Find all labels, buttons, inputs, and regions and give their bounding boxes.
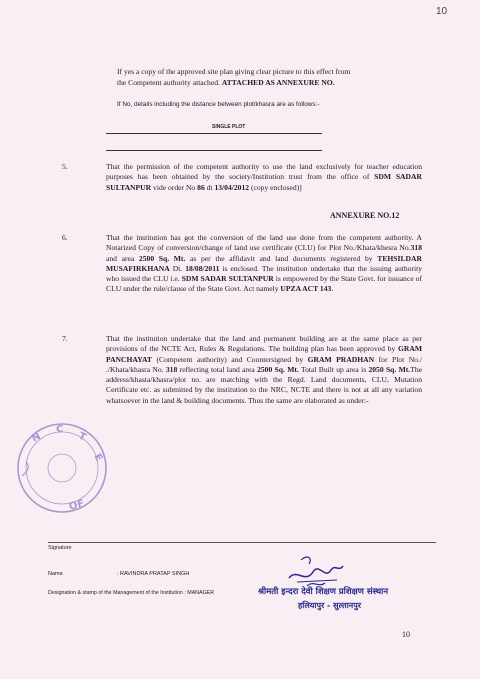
annexure-heading: ANNEXURE NO.12 [330,211,400,220]
institution-stamp-line-2: हलियापुर - सुल्तानपुर [298,601,362,610]
page-number: 10 [402,630,410,639]
svg-text:C: C [56,424,64,435]
svg-text:OF: OF [67,498,86,513]
handwritten-signature [283,550,353,590]
item-7-number: 7. [62,334,68,343]
svg-text:T: T [76,430,88,444]
single-plot-label: SINGLE PLOT [212,124,246,130]
svg-text:N: N [30,430,43,445]
svg-text:E: E [91,452,105,464]
designation-value: MANAGER [187,590,215,596]
intro-line-1: If yes a copy of the approved site plan giving clear picture to this effect from [117,67,351,76]
blank-line-1 [106,133,322,134]
intro-line-2-text: the Competent authority attached. [117,78,222,87]
institution-stamp-line-1: श्रीमती इन्दरा देवी शिक्षण प्रशिक्षण संस्थान [258,587,389,597]
if-no-instruction: If No, details including the distance between plot/khasra are as follows:- [117,101,320,108]
signature-label: Signature [48,545,72,551]
item-5-text: That the permission of the competent authority to use the land exclusively for teacher education purposes has been obtained by the society/Institution trust from the office of SDM SADAR SULTANPUR vide order No 86 dt 13/04/2012 (copy enclosed)] [106,162,422,192]
corner-page-number: 10 [436,6,448,17]
blank-line-2 [106,150,322,151]
intro-line-2 [117,78,417,88]
item-7-text: That the institution undertake that the land and permanent building are at the same place as per provisions of the NCTE Act, Rules & Regulations. The building plan has been approved by GRAM PANCHAYAT (Competent authority) and Countersigned by GRAM PRADHAN for Plot No./ ./Khata/khasra No. 318 reflecting total land area 2500 Sq. Mt. Total Built up area is 2050 Sq. Mt.The address/khasta/khasra/plot no. are matching with the Regd. Land documents, CLU, Mutation Certificate etc. as submitted by the institution to the NRC, NCTE and there is not at all any variation whatsoever in the land & building documents. Thus the same are elaborated as under:- [106,334,422,405]
item-6-text: That the institution has got the conversion of the land use done from the competent authority. A Notarized Copy of conversion/change of land use certificate (CLU) for Plot No./Khata/khesra No.318 and area 2500 Sq. Mt. as per the affidavit and land documents registered by TEHSILDAR MUSAFIRKHANA Dt. 18/08/2011 is enclosed. The institution undertake that the issuing authority who issued the CLU i.e. SDM SADAR SULTANPUR is empowered by the State Govt. for issuance of CLU under the rule/clause of the State Govt. Act namely UPZA ACT 143. [106,233,423,294]
signature-rule [48,542,436,543]
round-seal [12,418,112,518]
name-value: : RAVINDRA PRATAP SINGH [117,571,190,577]
item-6-number: 6. [62,233,68,242]
annexure-reference: ATTACHED AS ANNEXURE NO. [221,78,335,87]
designation-row [48,590,214,596]
name-label: Name [48,571,63,577]
item-5-number: 5. [62,162,68,171]
designation-label: Designation & stamp of the Management of the Institution : [48,590,186,596]
